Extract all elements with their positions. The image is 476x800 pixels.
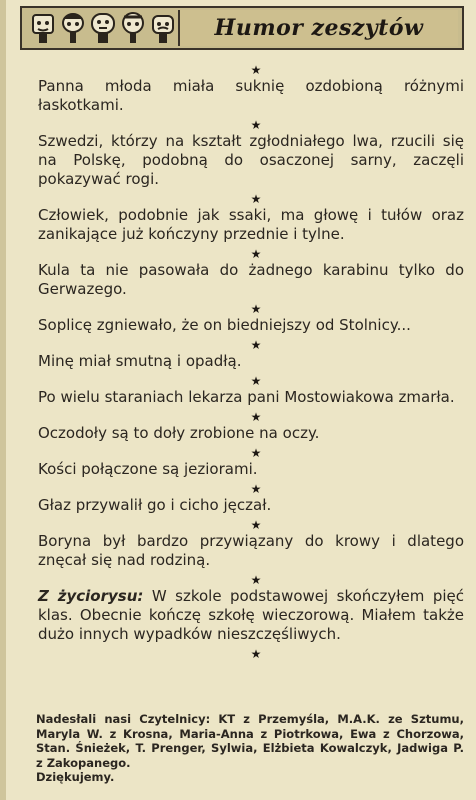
list-item (36, 303, 464, 335)
cv-lead: Z życiorysu: (38, 587, 144, 605)
joke-text: Boryna był bardzo przywiązany do krowy i dlatego znęcał się nad rodziną. (38, 532, 464, 569)
cv-joke-text (36, 587, 464, 644)
list-item (36, 248, 464, 299)
cartoon-head-icon (30, 11, 56, 45)
joke-text: Człowiek, podobnie jak ssaki, ma głowę i tułów oraz zanikające już kończyny przednie i tylne. (38, 206, 464, 243)
joke-text: Oczodoły są to doły zrobione na oczy. (38, 424, 320, 442)
star-separator-icon: ★ (250, 410, 262, 424)
column-header (20, 6, 464, 50)
joke-text: Kości połączone są jeziorami. (38, 460, 258, 478)
joke-text: Po wielu staraniach lekarza pani Mostowiakowa zmarła. (38, 388, 455, 406)
list-item (36, 447, 464, 479)
list-item (36, 64, 464, 115)
star-separator-icon: ★ (250, 302, 262, 316)
jokes-list (36, 60, 464, 661)
star-separator-icon: ★ (250, 482, 262, 496)
list-item (36, 519, 464, 570)
star-separator-icon: ★ (250, 63, 262, 77)
star-separator-icon: ★ (250, 192, 262, 206)
list-item (36, 648, 464, 660)
joke-text: Minę miał smutną i opadłą. (38, 352, 242, 370)
joke-text: Szwedzi, którzy na kształt zgłodniałego lwa, rzucili się na Polskę, podobną do osaczonej sarny, zaczęli pokazywać rogi. (38, 132, 464, 188)
column-title: Humor zeszytów (214, 15, 424, 41)
list-item (36, 483, 464, 515)
thanks-text: Dziękujemy. (36, 770, 115, 784)
reader-credits (36, 712, 464, 785)
joke-text: Kula ta nie pasowała do żadnego karabinu tylko do Gerwazego. (38, 261, 464, 298)
joke-text: Panna młoda miała suknię ozdobioną różnymi łaskotkami. (38, 77, 464, 114)
cartoon-heads-illustration (22, 8, 178, 48)
star-separator-icon: ★ (250, 446, 262, 460)
credits-text: Nadesłali nasi Czytelnicy: KT z Przemyśla, M.A.K. ze Sztumu, Maryla W. z Krosna, Maria-Anna z Piotrkowa, Ewa z Chorzowa, Stan. Śnieżek, T. Prenger, Sylwia, Elżbieta Kowalczyk, Jadwiga P. z Zakopanego. (36, 712, 464, 770)
joke-text: Soplicę zgniewało, że on biedniejszy od Stolnicy... (38, 316, 411, 334)
list-item (36, 339, 464, 371)
star-separator-icon: ★ (250, 338, 262, 352)
title-box (178, 10, 458, 46)
star-separator-icon: ★ (250, 518, 262, 532)
list-item (36, 119, 464, 189)
cartoon-head-icon (150, 11, 176, 45)
cartoon-head-icon (120, 11, 146, 45)
star-separator-icon: ★ (250, 374, 262, 388)
star-separator-icon: ★ (250, 647, 262, 661)
cartoon-head-icon (60, 11, 86, 45)
star-separator-icon: ★ (250, 247, 262, 261)
list-item (36, 193, 464, 244)
list-item (36, 574, 464, 644)
cv-body: W szkole podstawowej skończyłem pięć klas. Obecnie kończę szkołę wieczorową. Miałem także dużo innych wypadków nieszczęśliwych. (38, 587, 464, 643)
list-item (36, 411, 464, 443)
cartoon-head-icon (90, 11, 116, 45)
star-separator-icon: ★ (250, 118, 262, 132)
joke-text: Głaz przywalił go i cicho jęczał. (38, 496, 272, 514)
list-item (36, 375, 464, 407)
star-separator-icon: ★ (250, 573, 262, 587)
